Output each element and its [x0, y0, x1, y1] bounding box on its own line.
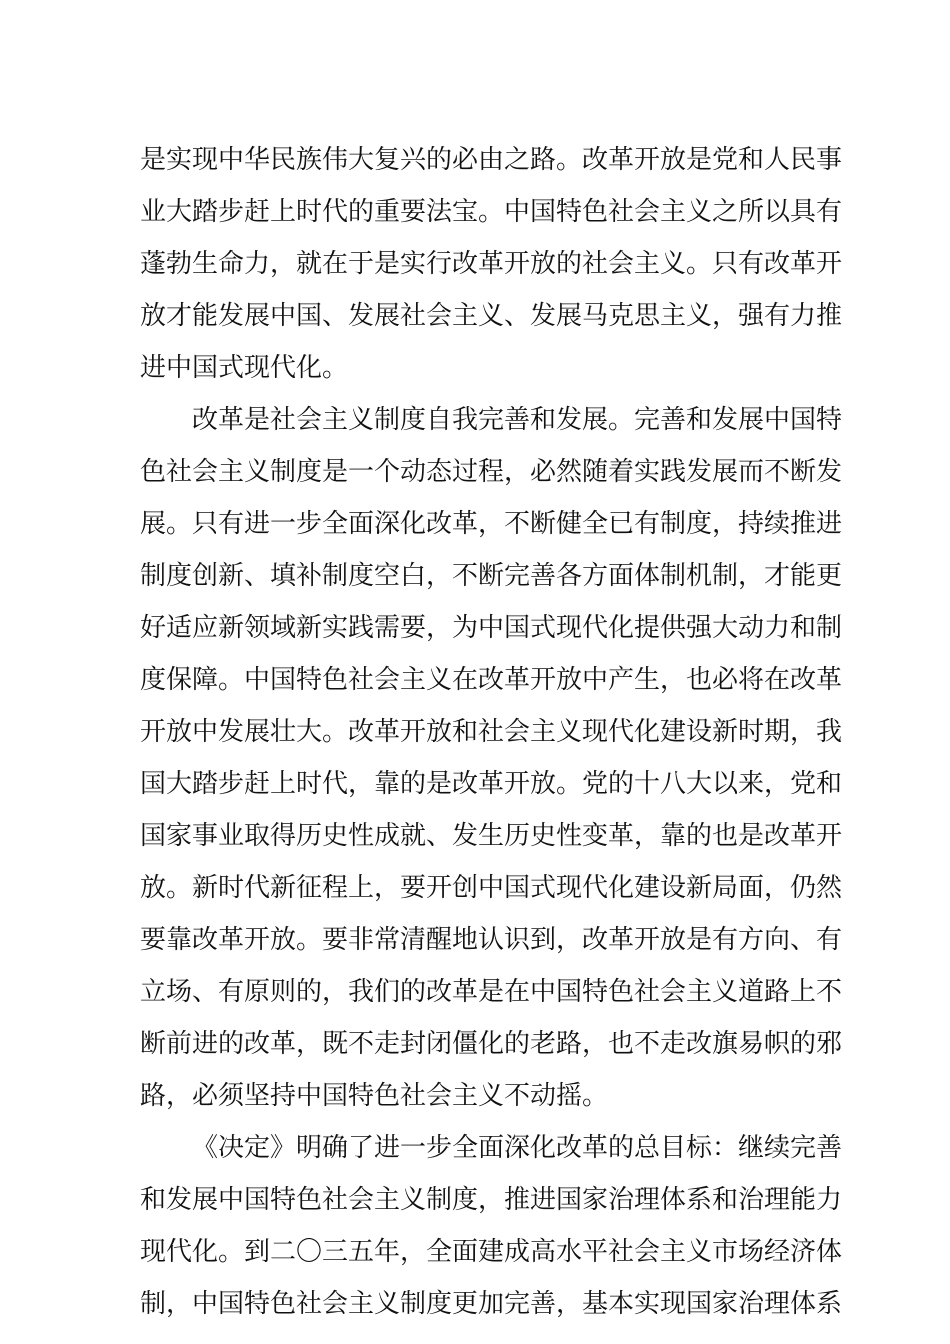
paragraph-first-line: 改革是社会主义制度自我完善和发展。完善和发展中国特 [192, 405, 843, 435]
text-line: 进中国式现代化。 [140, 353, 349, 383]
body-text [140, 134, 843, 1330]
paragraph-first-line: 《决定》明确了进一步全面深化改革的总目标：继续完善 [192, 1133, 843, 1163]
text-line: 制，中国特色社会主义制度更加完善，基本实现国家治理体系 [140, 1289, 843, 1319]
text-line: 断前进的改革，既不走封闭僵化的老路，也不走改旗易帜的邪 [140, 1029, 843, 1059]
text-line: 国家事业取得历史性成就、发生历史性变革，靠的也是改革开 [140, 821, 843, 851]
text-line: 放。新时代新征程上，要开创中国式现代化建设新局面，仍然 [140, 873, 843, 903]
text-line: 现代化。到二〇三五年，全面建成高水平社会主义市场经济体 [140, 1237, 843, 1267]
text-line: 开放中发展壮大。改革开放和社会主义现代化建设新时期，我 [140, 717, 843, 747]
text-line: 放才能发展中国、发展社会主义、发展马克思主义，强有力推 [140, 301, 843, 331]
text-line: 展。只有进一步全面深化改革，不断健全已有制度，持续推进 [140, 509, 843, 539]
text-line: 制度创新、填补制度空白，不断完善各方面体制机制，才能更 [140, 561, 843, 591]
text-line: 要靠改革开放。要非常清醒地认识到，改革开放是有方向、有 [140, 925, 843, 955]
text-line: 是实现中华民族伟大复兴的必由之路。改革开放是党和人民事 [140, 145, 843, 175]
text-line: 蓬勃生命力，就在于是实行改革开放的社会主义。只有改革开 [140, 249, 843, 279]
text-line: 色社会主义制度是一个动态过程，必然随着实践发展而不断发 [140, 457, 843, 487]
text-line: 国大踏步赶上时代，靠的是改革开放。党的十八大以来，党和 [140, 769, 843, 799]
text-line: 路，必须坚持中国特色社会主义不动摇。 [140, 1081, 609, 1111]
text-line: 和发展中国特色社会主义制度，推进国家治理体系和治理能力 [140, 1185, 843, 1215]
text-line: 度保障。中国特色社会主义在改革开放中产生，也必将在改革 [140, 665, 843, 695]
text-line: 业大踏步赶上时代的重要法宝。中国特色社会主义之所以具有 [140, 197, 843, 227]
text-line: 好适应新领域新实践需要，为中国式现代化提供强大动力和制 [140, 613, 843, 643]
text-line: 立场、有原则的，我们的改革是在中国特色社会主义道路上不 [140, 977, 843, 1007]
